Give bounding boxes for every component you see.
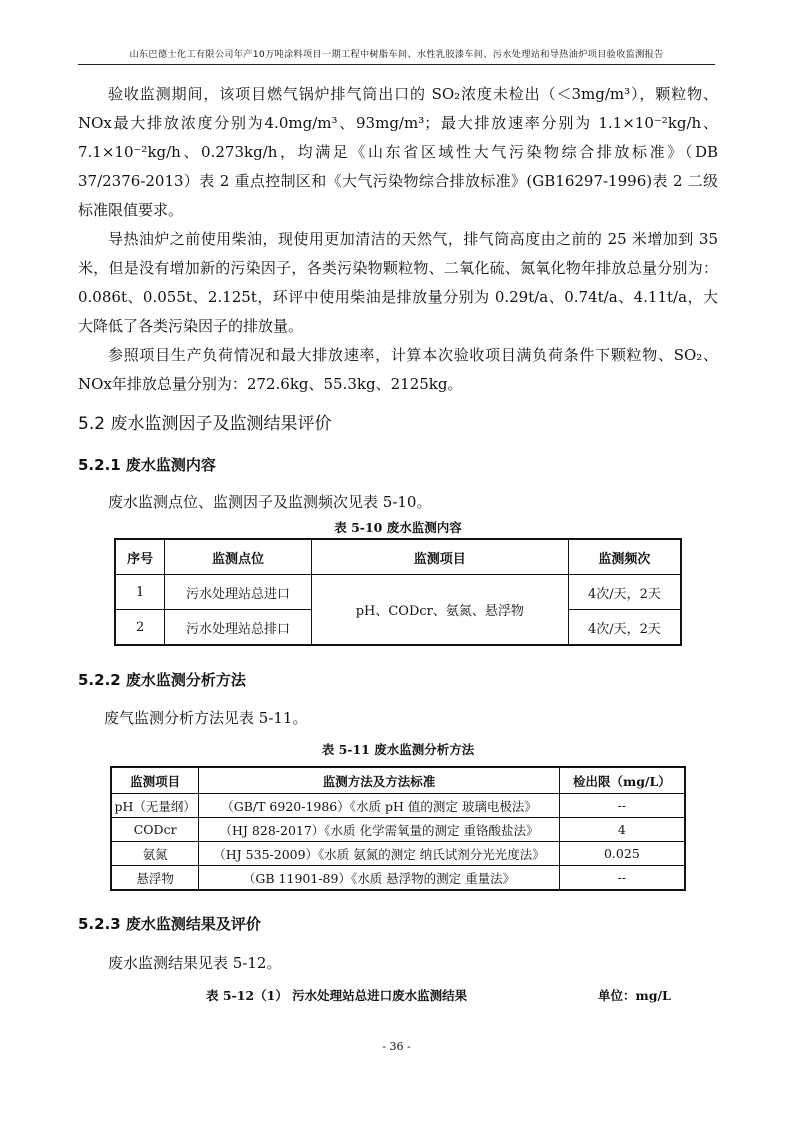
table-cell-merged: pH、CODcr、氨氮、悬浮物 [311, 575, 568, 646]
table-cell: （HJ 535-2009）《水质 氨氮的测定 纳氏试剂分光光度法》 [199, 842, 560, 866]
table-caption-5-10: 表 5-10 废水监测内容 [334, 520, 462, 535]
table-cell: （GB 11901-89）《水质 悬浮物的测定 重量法》 [199, 866, 560, 891]
table-cell: 污水处理站总进口 [165, 575, 311, 610]
table-cell: 4次/天，2天 [568, 575, 681, 610]
header-rule [78, 64, 715, 65]
table-row [111, 842, 685, 866]
paragraph-emissions: 验收监测期间，该项目燃气锅炉排气筒出口的 SO₂浓度未检出（＜3mg/m³），颗粒物、NOx最大排放浓度分别为4.0mg/m³、93mg/m³；最大排放速率分别为 1.1×10⁻²kg/h、7.1×10⁻²kg/h、0.273kg/h，均满足《山东省区域性大气污染物综合排放标准》（DB 37/2376-2013）表 2 重点控制区和《大气污染物综合排放标准》(GB16297-1996)表 2 二级标准限值要求。 [78, 85, 718, 219]
table-row [111, 794, 685, 818]
table-cell: 悬浮物 [111, 866, 199, 891]
table-cell: （HJ 828-2017）《水质 化学需氧量的测定 重铬酸盐法》 [199, 818, 560, 842]
table-cell: 污水处理站总排口 [165, 610, 311, 646]
text-5-2-2: 废气监测分析方法见表 5-11。 [104, 709, 308, 727]
paragraph-annual-total: 参照项目生产负荷情况和最大排放速率，计算本次验收项目满负荷条件下颗粒物、SO₂、NOx年排放总量分别为：272.6kg、55.3kg、2125kg。 [78, 346, 718, 393]
table-cell: CODcr [111, 818, 199, 842]
table-cell: （GB/T 6920-1986）《水质 pH 值的测定 玻璃电极法》 [199, 794, 560, 818]
table-cell: 4 [559, 818, 685, 842]
table-header-cell: 监测项目 [311, 539, 568, 575]
table-row [111, 866, 685, 891]
table-5-10 [114, 538, 682, 646]
table-header-row [111, 767, 685, 794]
table-header-cell: 监测项目 [111, 767, 199, 794]
table-row [115, 575, 681, 610]
table-5-11 [110, 766, 686, 891]
table-cell: 1 [115, 575, 165, 610]
section-heading-5-2: 5.2 废水监测因子及监测结果评价 [78, 414, 332, 434]
table-cell: -- [559, 794, 685, 818]
text-5-2-3: 废水监测结果见表 5-12。 [108, 954, 282, 972]
table-cell: -- [559, 866, 685, 891]
table-header-cell: 监测点位 [165, 539, 311, 575]
table-cell: 2 [115, 610, 165, 646]
table-header-cell: 监测方法及方法标准 [199, 767, 560, 794]
body-text [78, 80, 718, 399]
table-row [111, 818, 685, 842]
table-caption-5-11: 表 5-11 废水监测分析方法 [321, 742, 475, 757]
table-unit-5-12: 单位：mg/L [598, 988, 671, 1003]
table-cell: pH（无量纲） [111, 794, 199, 818]
table-cell: 氨氮 [111, 842, 199, 866]
table-header-cell: 检出限（mg/L） [559, 767, 685, 794]
table-header-cell: 监测频次 [568, 539, 681, 575]
text-5-2-1: 废水监测点位、监测因子及监测频次见表 5-10。 [108, 493, 432, 511]
table-cell: 4次/天，2天 [568, 610, 681, 646]
table-cell: 0.025 [559, 842, 685, 866]
table-header-row [115, 539, 681, 575]
page-header: 山东巴德士化工有限公司年产10万吨涂料项目一期工程中树脂车间、水性乳胶漆车间、污水处理站和导热油炉项目验收监测报告 [129, 49, 664, 60]
table-header-cell: 序号 [115, 539, 165, 575]
section-heading-5-2-3: 5.2.3 废水监测结果及评价 [78, 915, 261, 933]
section-heading-5-2-2: 5.2.2 废水监测分析方法 [78, 671, 246, 689]
section-heading-5-2-1: 5.2.1 废水监测内容 [78, 456, 216, 474]
table-caption-5-12: 表 5-12（1） 污水处理站总进口废水监测结果 [206, 988, 468, 1003]
page-number: - 36 - [382, 1040, 411, 1053]
paragraph-boiler-fuel: 导热油炉之前使用柴油，现使用更加清洁的天然气，排气筒高度由之前的 25 米增加到 35 米，但是没有增加新的污染因子，各类污染物颗粒物、二氧化硫、氮氧化物年排放总量分别为：0.086t、0.055t、2.125t，环评中使用柴油是排放量分别为 0.29t/a、0.74t/a、4.11t/a，大大降低了各类污染因子的排放量。 [78, 230, 718, 335]
